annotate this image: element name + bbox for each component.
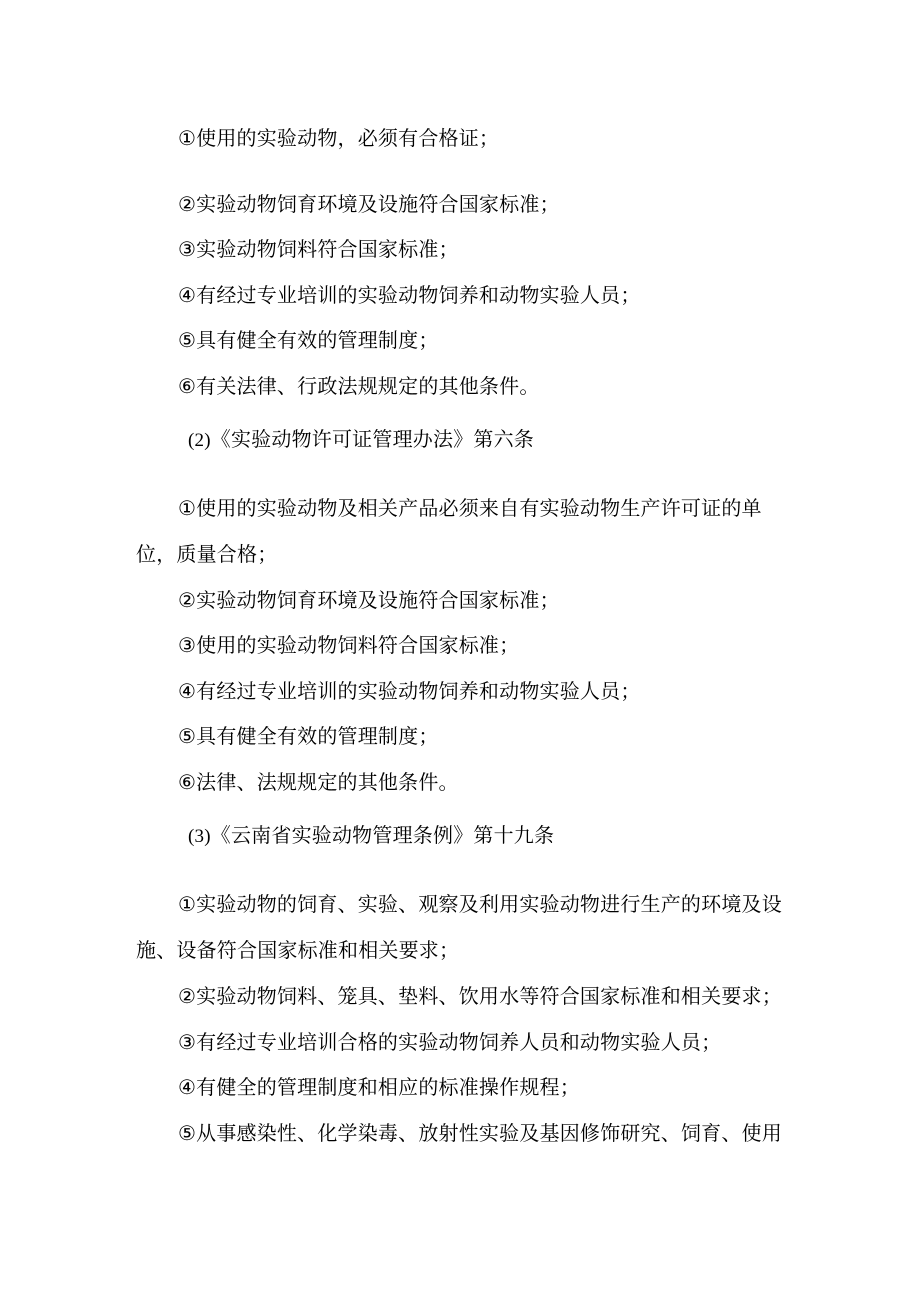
section-heading [188,821,554,851]
list-item: ②实验动物饲料、笼具、垫料、饮用水等符合国家标准和相关要求； [178,984,782,1008]
list-item: ④有经过专业培训的实验动物饲养和动物实验人员； [178,679,641,703]
section-title: 《实验动物许可证管理办法》第六条 [210,427,534,451]
list-item: ⑤具有健全有效的管理制度； [178,328,439,352]
section-number: (2) [188,430,211,451]
list-item: ③实验动物饲料符合国家标准； [178,237,459,261]
section-number: (3) [188,826,211,847]
list-item: ⑤具有健全有效的管理制度； [178,724,439,748]
list-item: ⑤从事感染性、化学染毒、放射性实验及基因修饰研究、饲育、使用 [178,1121,782,1145]
list-item: ⑥有关法律、行政法规规定的其他条件。 [178,374,540,398]
list-item: ⑥法律、法规规定的其他条件。 [178,770,459,794]
list-item: ③有经过专业培训合格的实验动物饲养人员和动物实验人员； [178,1030,722,1054]
list-item: ②实验动物饲育环境及设施符合国家标准； [178,192,560,216]
section-title: 《云南省实验动物管理条例》第十九条 [210,823,555,847]
list-item: ③使用的实验动物饲料符合国家标准； [178,633,520,657]
list-item: ④有经过专业培训的实验动物饲养和动物实验人员； [178,283,641,307]
list-item: ①使用的实验动物，必须有合格证； [178,126,500,150]
list-item: ④有健全的管理制度和相应的标准操作规程； [178,1075,580,1099]
list-item: ①使用的实验动物及相关产品必须来自有实验动物生产许可证的单 [178,496,762,520]
list-item-continuation: 施、设备符合国家标准和相关要求； [136,938,460,962]
list-item-continuation: 位，质量合格； [136,542,278,566]
list-item: ②实验动物饲育环境及设施符合国家标准； [178,588,560,612]
list-item: ①实验动物的饲育、实验、观察及利用实验动物进行生产的环境及设 [178,892,782,916]
section-heading [188,425,534,455]
